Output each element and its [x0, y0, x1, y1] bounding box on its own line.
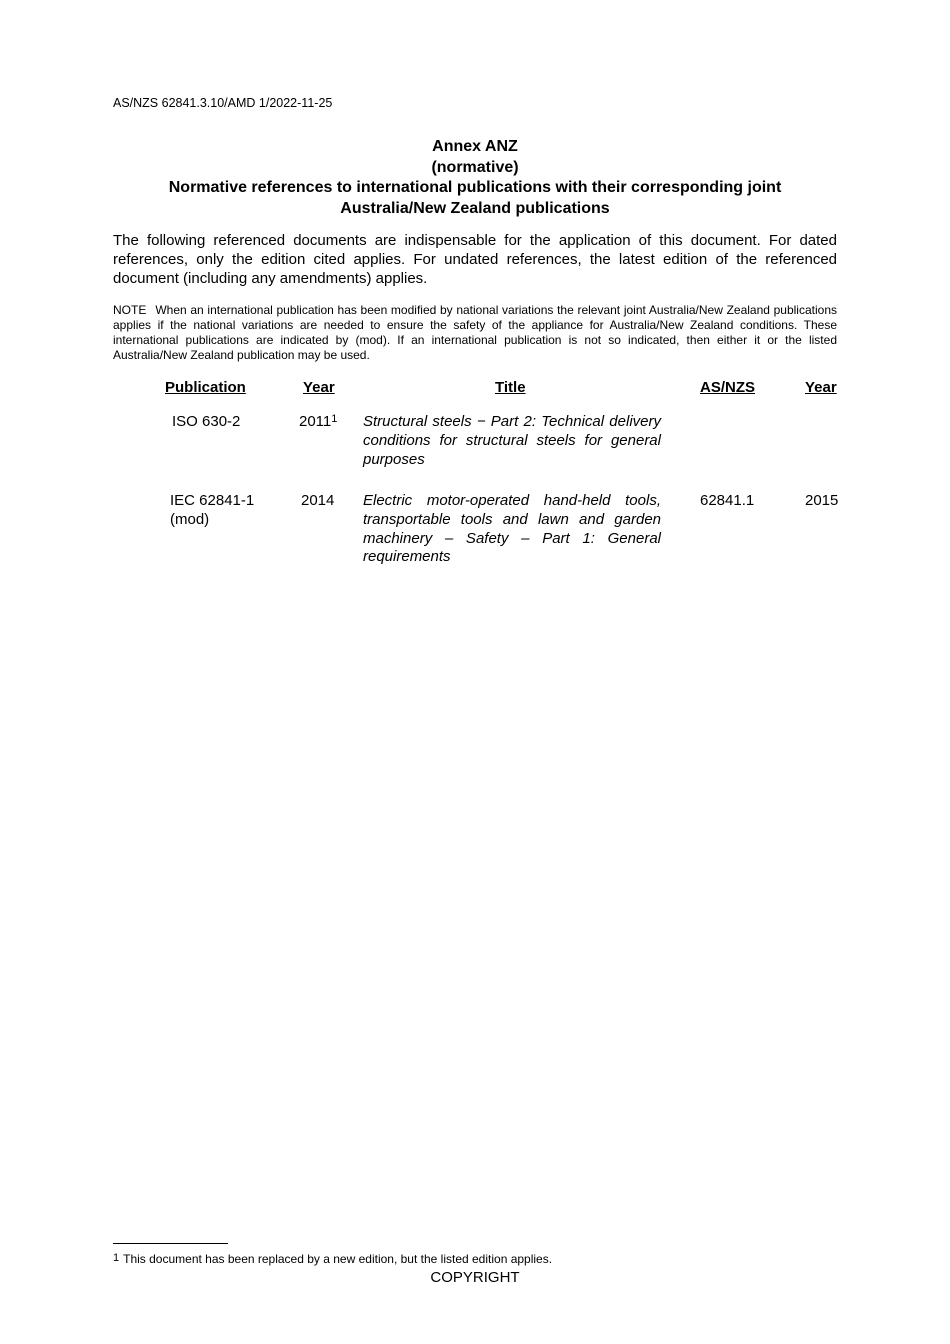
row1-publication: ISO 630-2: [172, 413, 241, 430]
annex-title: Annex ANZ: [432, 138, 518, 155]
annex-heading: [113, 137, 837, 219]
note-text: When an international publication has been modified by national variations the relevant joint Australia/New Zealand publications applies if the national variations are needed to ensure the safety of the appliance for Australia/New Zealand conditions. These international publications are indicated by (mod). If an international publication is not so indicated, then either it or the listed Australia/New Zealand publication may be used.: [113, 303, 837, 362]
row2-asnzs: 62841.1: [700, 492, 755, 509]
footnote-text: This document has been replaced by a new edition, but the listed edition applies.: [123, 1252, 553, 1266]
annex-status: (normative): [431, 158, 519, 176]
copyright-footer: COPYRIGHT: [430, 1269, 520, 1286]
row1-year-value: 2011: [299, 413, 332, 430]
col-header-publication: Publication: [165, 379, 246, 396]
annex-subtitle-line2: Australia/New Zealand publications: [340, 199, 610, 217]
col-header-asnzs-year: Year: [805, 379, 837, 396]
footnote: [113, 1252, 552, 1266]
row2-publication-mod: (mod): [170, 510, 210, 528]
row2-year: 2014: [301, 492, 335, 509]
col-header-asnzs: AS/NZS: [700, 379, 756, 396]
document-identifier: AS/NZS 62841.3.10/AMD 1/2022-11-25: [113, 96, 333, 110]
row1-footnote-ref: 1: [331, 413, 338, 425]
note-paragraph: [113, 303, 837, 363]
row2-title: Electric motor-operated hand-held tools, transportable tools and lawn and garden machinery – Safety – Part 1: General requirements: [363, 492, 661, 566]
col-header-title: Title: [495, 379, 526, 396]
footnote-separator: [113, 1243, 228, 1244]
footnote-mark: 1: [113, 1252, 120, 1264]
col-header-year: Year: [303, 379, 335, 396]
row1-year: [299, 413, 337, 433]
note-label: NOTE: [113, 303, 147, 317]
row2-publication-id: IEC 62841-1: [170, 492, 255, 509]
row1-title: Structural steels − Part 2: Technical delivery conditions for structural steels for general purposes: [363, 413, 661, 468]
row2-asnzs-year: 2015: [805, 492, 839, 509]
intro-paragraph: The following referenced documents are indispensable for the application of this document. For dated references, only the edition cited applies. For undated references, the latest edition of the referenced document (including any amendments) applies.: [113, 232, 837, 287]
annex-subtitle-line1: Normative references to international publications with their corresponding joint: [168, 179, 782, 196]
row2-publication: [170, 492, 254, 530]
